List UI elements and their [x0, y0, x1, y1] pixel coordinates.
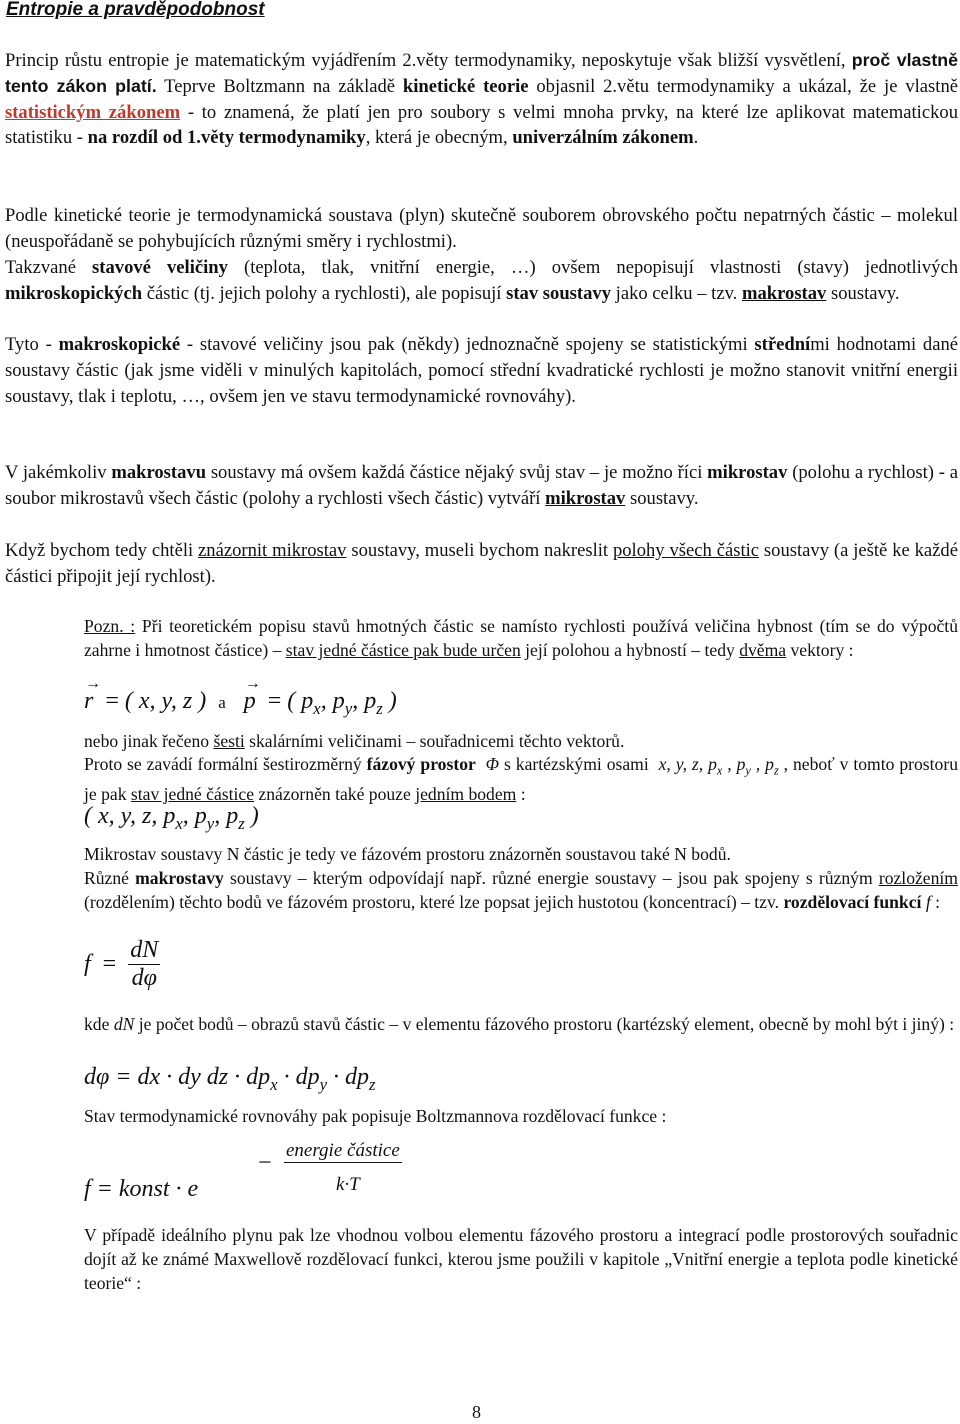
paragraph-entropy-intro: Princip růstu entropie je matematickým vyjádřením 2.věty termodynamiky, neposkytuje však bližší vysvětlení, proč vlastně tento zákon platí. Teprve Boltzmann na základě kinetické teorie objasnil 2.větu termodynamiky a ukázal, že je vlastně statistickým zákonem - to znamená, že platí jen pro soubory s velmi mnoha prvky, na které lze aplikovat matematickou statistiku - na rozdíl od 1.věty termodynamiky, která je obecným, univerzálním zákonem. [5, 50, 958, 149]
page-title: Entropie a pravděpodobnost [6, 0, 265, 20]
note-boltzmann: Stav termodynamické rovnováhy pak popisuje Boltzmannova rozdělovací funkce : [84, 1106, 667, 1126]
equation-density: f = $\frac{dN}{d\varphi}$ [84, 937, 159, 991]
paragraph-depict-microstate: Když bychom tedy chtěli znázornit mikrostav soustavy, museli bychom nakreslit polohy všech částic soustavy (a ještě ke každé částici připojit její rychlost). [5, 540, 958, 587]
vector-arrow-icon: → [85, 675, 101, 692]
equation-position-momentum: → r = ( x, y, z ) a → p = ( $p_x$, $p_y$, $p_z$ ) [84, 675, 397, 718]
equation-boltzmann: f = konst · e − energie částice k·T [84, 1140, 400, 1202]
vector-arrow-icon: → [244, 675, 261, 692]
paragraph-kinetic-theory: Podle kinetické teorie je termodynamická soustava (plyn) skutečně souborem obrovského počtu nepatrných částic – molekul (neuspořádaně se pohybujících různými směry i rychlostmi). [5, 205, 958, 252]
highlight-statistical-law: statistickým zákonem [5, 101, 181, 123]
note-n-points: Mikrostav soustavy N částic je tedy ve fázovém prostoru znázorněn soustavou také N bodů. [84, 844, 731, 864]
note-dn-definition: kde dN je počet bodů – obrazů stavů částic – v elementu fázového prostoru (kartézský element, obecně by mohl být i jiný) : [84, 1014, 955, 1034]
paragraph-microstate: V jakémkoliv makrostavu soustavy má ovšem každá částice nějaký svůj stav – je možno říci mikrostav (polohu a rychlost) - a soubor mikrostavů všech částic (polohy a rychlosti všech částic) vytváří mikrostav soustavy. [5, 462, 958, 509]
page-number: 8 [472, 1402, 481, 1422]
note-maxwell: V případě ideálního plynu pak lze vhodnou volbou elementu fázového prostoru a integrací podle prostorových souřadnic dojít až ke známé Maxwellově rozdělovací funkci, kterou jsme použili v kapitole „Vnitřní energie a teplota podle kinetické teorie“ : [84, 1225, 958, 1293]
note-phase-space: Proto se zavádí formální šestirozměrný fázový prostor Φ s kartézskými osami x, y, z, $p_x$ , $p_y$ , $p_z$ , neboť v tomto prostoru je pak stav jedné částice znázorněn také pouze jedním bodem : [84, 754, 958, 805]
equation-phase-element: dφ = dx · dy dz · $dp_x \cdot dp_y \cdot dp_z$ [84, 1064, 376, 1094]
equation-phase-point: ( x, y, z, $p_x$, $p_y$, $p_z$ ) [84, 803, 259, 833]
note-six-scalars: nebo jinak řečeno šesti skalárními veličinami – souřadnicemi těchto vektorů. [84, 731, 625, 751]
note-label: Pozn. : [84, 616, 136, 636]
paragraph-macroscopic: Tyto - makroskopické - stavové veličiny jsou pak (někdy) jednoznačně spojeny se statistickými středními hodnotami dané soustavy částic (jak jsme viděli v minulých kapitolách, pomocí střední kvadratické rychlosti je možno stanovit vnitřní energii soustavy, tlak i teplotu, …, ovšem jen ve stavu termodynamické rovnováhy). [5, 334, 958, 407]
note-momentum: Pozn. : Při teoretickém popisu stavů hmotných částic se namísto rychlosti používá veličina hybnost (tím se do výpočtů zahrne i hmotnost částice) – stav jedné částice pak bude určen její polohou a hybností – tedy dvěma vektory : [84, 616, 958, 660]
note-distribution-function: Různé makrostavy soustavy – kterým odpovídají např. různé energie soustavy – jsou pak spojeny s různým rozložením (rozdělením) těchto bodů ve fázovém prostoru, které lze popsat jejich hustotou (koncentrací) – tzv. rozdělovací funkcí f : [84, 868, 958, 912]
paragraph-state-variables: Takzvané stavové veličiny (teplota, tlak, vnitřní energie, …) ovšem nepopisují vlastnosti (stavy) jednotlivých mikroskopických částic (tj. jejich polohy a rychlosti), ale popisují stav soustavy jako celku – tzv. makrostav soustavy. [5, 257, 958, 304]
